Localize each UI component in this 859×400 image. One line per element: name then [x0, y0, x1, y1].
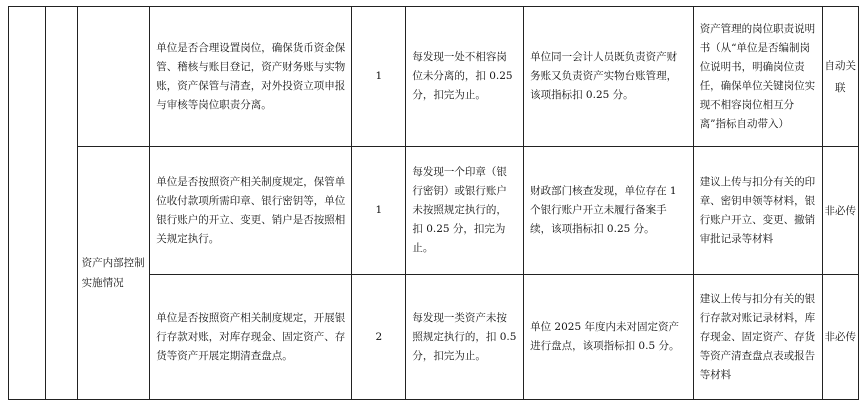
- evidence-cell: 资产管理的岗位职责说明书（从“单位是否编制岗位说明书，明确岗位责任，确保单位关键岗位实现不相容岗位相互分离”指标自动带入）: [693, 7, 822, 147]
- table-row: [9, 147, 859, 275]
- assessment-table: [8, 6, 859, 400]
- blank-cell: [45, 7, 77, 400]
- upload-flag-cell: 自动关联: [822, 7, 858, 147]
- assessment-content-cell: 单位是否合理设置岗位，确保货币资金保管、稽核与账目登记，资产财务账与实物账，资产保管与清查，对外投资立项申报与审核等岗位职责分离。: [150, 7, 352, 147]
- score-cell: 2: [352, 275, 406, 400]
- upload-flag-cell: 非必传: [822, 147, 858, 275]
- finding-cell: 财政部门核查发现，单位存在 1 个银行账户开立未履行备案手续，该项指标扣 0.25 分。: [524, 147, 694, 275]
- table-row: [9, 7, 859, 147]
- blank-cell: [9, 7, 46, 400]
- blank-category-cell: [77, 7, 150, 147]
- assessment-content-cell: 单位是否按照资产相关制度规定，保管单位收付款项所需印章、银行密钥等，单位银行账户的开立、变更、销户是否按照相关规定执行。: [150, 147, 352, 275]
- finding-cell: 单位同一会计人员既负责资产财务账又负责资产实物台账管理，该项指标扣 0.25 分。: [524, 7, 694, 147]
- upload-flag-cell: 非必传: [822, 275, 858, 400]
- scoring-standard-cell: 每发现一个印章（银行密钥）或银行账户未按照规定执行的，扣 0.25 分，扣完为止。: [406, 147, 524, 275]
- score-cell: 1: [352, 147, 406, 275]
- assessment-content-cell: 单位是否按照资产相关制度规定，开展银行存款对账，对库存现金、固定资产、存货等资产开展定期清查盘点。: [150, 275, 352, 400]
- evidence-cell: 建议上传与扣分有关的印章、密钥申领等材料，银行账户开立、变更、撤销审批记录等材料: [693, 147, 822, 275]
- scoring-standard-cell: 每发现一处不相容岗位未分离的，扣 0.25 分，扣完为止。: [406, 7, 524, 147]
- score-cell: 1: [352, 7, 406, 147]
- scoring-standard-cell: 每发现一类资产未按照规定执行的，扣 0.5 分，扣完为止。: [406, 275, 524, 400]
- evidence-cell: 建议上传与扣分有关的银行存款对账记录材料，库存现金、固定资产、存货等资产清查盘点表或报告等材料: [693, 275, 822, 400]
- finding-cell: 单位 2025 年度内未对固定资产进行盘点，该项指标扣 0.5 分。: [524, 275, 694, 400]
- category-cell: 资产内部控制实施情况: [77, 147, 150, 400]
